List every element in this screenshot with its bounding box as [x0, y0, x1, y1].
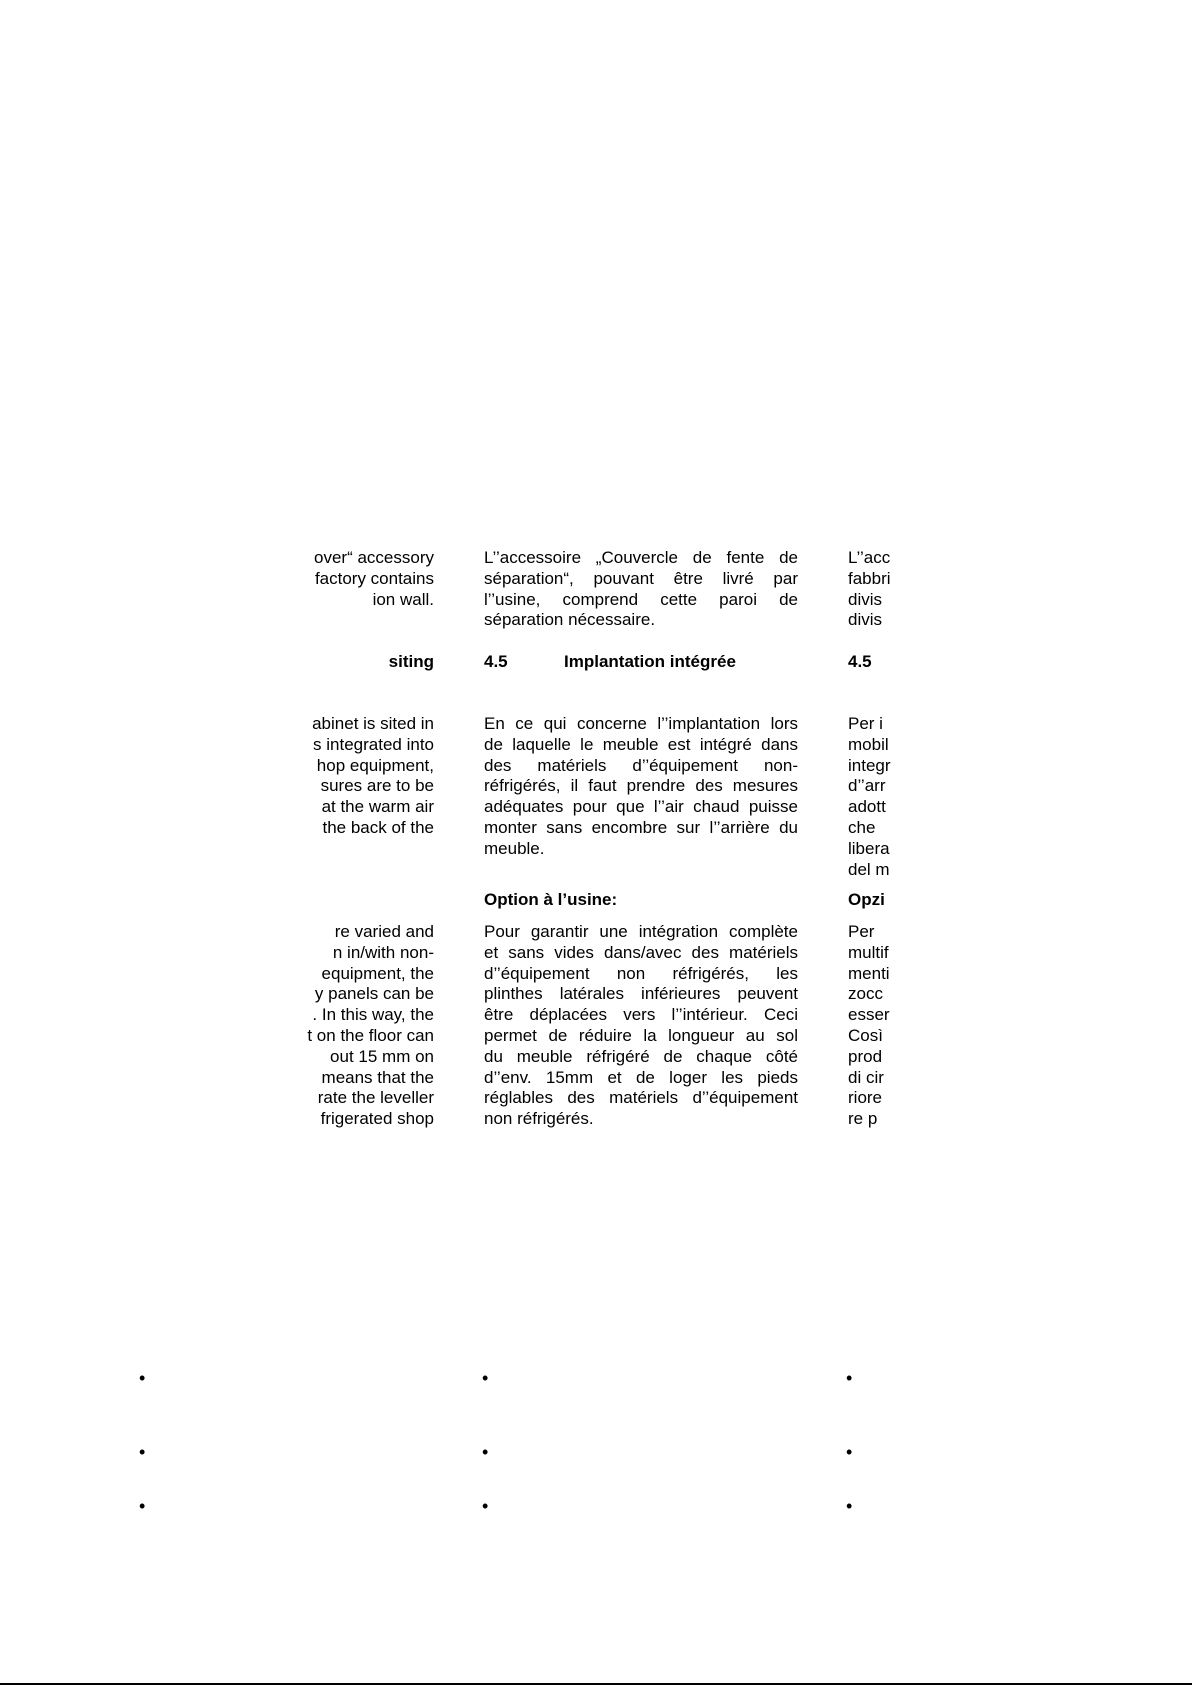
text-line: Per	[848, 922, 875, 941]
it-subheading-factory-option: Opzi	[848, 890, 885, 909]
text-line: adott	[848, 797, 886, 817]
text-line: re p	[848, 1109, 878, 1129]
text-line: réglables des matériels d’’équipement	[484, 1088, 798, 1108]
text-line: factory contains	[314, 568, 434, 588]
text-line: menti	[848, 963, 890, 983]
text-line: y panels can be	[314, 984, 434, 1004]
text-line: l’’usine, comprend cette paroi de	[484, 589, 798, 609]
text-line: divis	[848, 610, 883, 630]
en-section-heading: siting	[388, 652, 434, 671]
text-line: divis	[848, 589, 883, 609]
text-line: Pour garantir une intégration complète	[484, 922, 798, 941]
section-title: Implantation intégrée	[564, 652, 736, 671]
text-line: multif	[848, 942, 889, 962]
fr-paragraph-factory-option	[484, 922, 798, 1130]
text-line: means that the	[321, 1067, 434, 1087]
text-line: abinet is sited in	[312, 714, 434, 733]
text-line: libera	[848, 838, 890, 858]
text-line: plinthes latérales inférieures peuvent	[484, 984, 798, 1004]
bullet-marker: •	[139, 1368, 146, 1388]
text-line: rate the leveller	[317, 1088, 434, 1108]
bullet-marker: •	[846, 1442, 853, 1462]
text-line: frigerated shop	[320, 1109, 434, 1129]
text-line: L’’accessoire „Couvercle de fente de	[484, 548, 798, 567]
text-line: d’’arr	[848, 776, 886, 796]
fr-paragraph-slot-cover	[484, 548, 798, 631]
column-french	[484, 548, 798, 1138]
text-line: monter sans encombre sur l’’arrière du	[484, 817, 798, 837]
text-line: . In this way, the	[312, 1005, 434, 1025]
it-section-number: 4.5	[848, 652, 872, 671]
text-line: prod	[848, 1046, 883, 1066]
text-line: esser	[848, 1005, 890, 1025]
text-line: L’’acc	[848, 548, 891, 567]
text-line: ion wall.	[372, 589, 434, 609]
text-line: et sans vides dans/avec des matériels	[484, 942, 798, 962]
section-number: 4.5	[484, 652, 508, 671]
text-line: at the warm air	[321, 797, 434, 817]
en-paragraph-factory-option	[298, 922, 434, 1130]
text-line: integr	[848, 755, 891, 775]
fr-subheading-factory-option: Option à l’usine:	[484, 890, 618, 909]
text-line: des matériels d’’équipement non-	[484, 755, 798, 775]
it-paragraph-integrated-siting	[848, 714, 892, 880]
it-paragraph-slot-cover	[848, 548, 892, 631]
text-line: the back of the	[322, 817, 434, 837]
text-line: sures are to be	[320, 776, 434, 796]
text-line: re varied and	[334, 922, 434, 941]
text-line: En ce qui concerne l’’implantation lors	[484, 714, 798, 733]
text-line: di cir	[848, 1067, 884, 1087]
text-line: riore	[848, 1088, 883, 1108]
text-line: equipment, the	[321, 963, 434, 983]
text-line: séparation“, pouvant être livré par	[484, 568, 798, 588]
text-line: zocc	[848, 984, 883, 1004]
text-line: être déplacées vers l’’intérieur. Ceci	[484, 1005, 798, 1025]
column-english	[298, 548, 434, 1138]
text-line: meuble.	[484, 838, 545, 858]
text-line: d’’équipement non réfrigérés, les	[484, 963, 798, 983]
text-line: non réfrigérés.	[484, 1109, 594, 1129]
bullet-marker: •	[846, 1368, 853, 1388]
text-line: réfrigérés, il faut prendre des mesures	[484, 776, 798, 796]
bullet-marker: •	[139, 1442, 146, 1462]
column-italian	[848, 548, 892, 1138]
text-line: che	[848, 817, 876, 837]
text-line: over“ accessory	[314, 548, 434, 567]
bullet-marker: •	[482, 1442, 489, 1462]
text-line: t on the floor can	[307, 1025, 434, 1045]
en-paragraph-integrated-siting	[298, 714, 434, 839]
text-line: out 15 mm on	[330, 1046, 434, 1066]
text-line: permet de réduire la longueur au sol	[484, 1025, 798, 1045]
en-paragraph-slot-cover	[298, 548, 434, 610]
text-line: de laquelle le meuble est intégré dans	[484, 734, 798, 754]
text-line: adéquates pour que l’’air chaud puisse	[484, 797, 798, 817]
text-line: séparation nécessaire.	[484, 610, 656, 630]
text-line: du meuble réfrigéré de chaque côté	[484, 1046, 798, 1066]
text-line: s integrated into	[313, 734, 434, 754]
fr-section-heading	[484, 652, 798, 673]
text-line: Così	[848, 1025, 883, 1045]
text-line: d’’env. 15mm et de loger les pieds	[484, 1067, 798, 1087]
fr-paragraph-integrated-siting	[484, 714, 798, 860]
text-line: mobil	[848, 734, 889, 754]
bullet-marker: •	[482, 1368, 489, 1388]
text-line: hop equipment,	[316, 755, 434, 775]
bullet-marker: •	[139, 1496, 146, 1516]
text-line: n in/with non-	[332, 942, 434, 962]
it-paragraph-factory-option	[848, 922, 892, 1130]
bullet-marker: •	[846, 1496, 853, 1516]
bullet-marker: •	[482, 1496, 489, 1516]
text-line: Per i	[848, 714, 883, 733]
text-line: fabbri	[848, 568, 891, 588]
text-line: del m	[848, 859, 890, 879]
